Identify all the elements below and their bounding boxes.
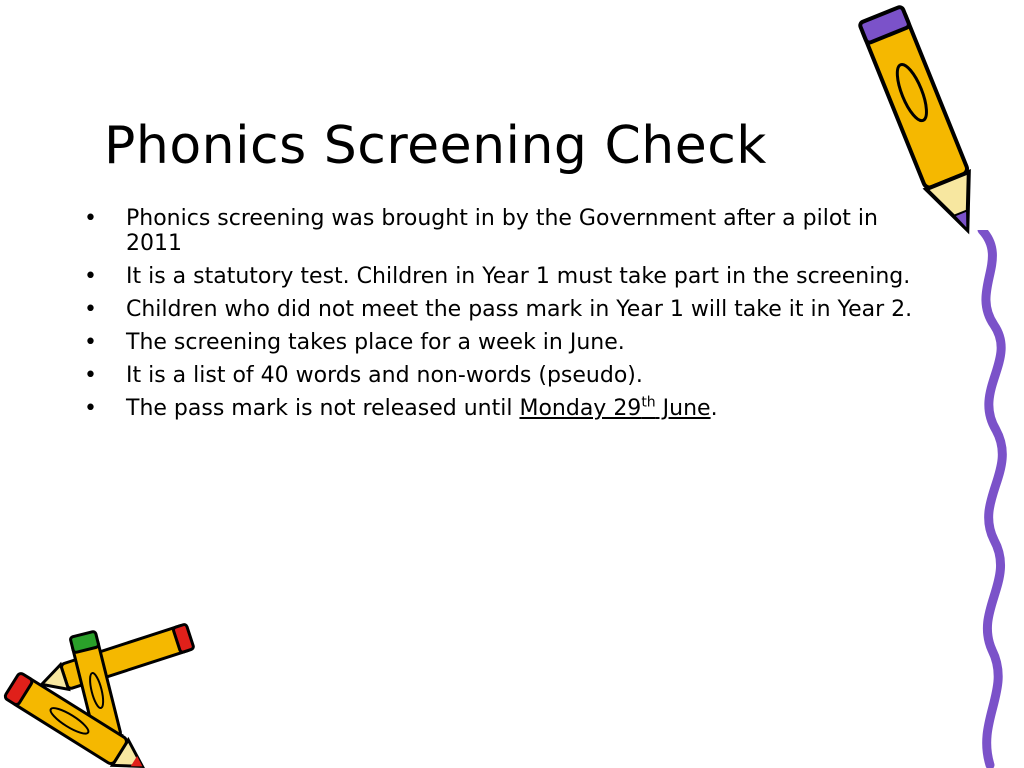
slide-title: Phonics Screening Check bbox=[104, 116, 767, 176]
date-ordinal-suffix: th bbox=[641, 394, 656, 411]
pass-mark-date bbox=[519, 396, 710, 421]
bullet-text: Phonics screening was brought in by the Government after a pilot in 2011 bbox=[126, 206, 878, 256]
bullet-list bbox=[84, 206, 934, 429]
bullet-text-prefix: The pass mark is not released until bbox=[126, 396, 520, 421]
bullet-text: It is a list of 40 words and non-words (pseudo). bbox=[126, 363, 643, 388]
list-item bbox=[84, 297, 934, 322]
bullet-text: Children who did not meet the pass mark in Year 1 will take it in Year 2. bbox=[126, 297, 913, 322]
bullet-icon: • bbox=[84, 206, 97, 231]
list-item bbox=[84, 396, 934, 421]
list-item bbox=[84, 363, 934, 388]
bullet-text-end: . bbox=[710, 396, 718, 421]
list-item bbox=[84, 206, 934, 256]
bullet-icon: • bbox=[84, 396, 97, 421]
squiggle-border-right bbox=[960, 230, 1024, 768]
bullet-icon: • bbox=[84, 330, 97, 355]
bullet-text: It is a statutory test. Children in Year 1 must take part in the screening. bbox=[126, 264, 911, 289]
bullet-text: The screening takes place for a week in June. bbox=[126, 330, 625, 355]
bullet-icon: • bbox=[84, 264, 97, 289]
list-item bbox=[84, 264, 934, 289]
date-month: June bbox=[655, 396, 711, 421]
bullet-icon: • bbox=[84, 297, 97, 322]
date-day: Monday 29 bbox=[519, 396, 642, 421]
bullet-icon: • bbox=[84, 363, 97, 388]
pencils-icon-bottom-left bbox=[0, 610, 210, 768]
list-item bbox=[84, 330, 934, 355]
